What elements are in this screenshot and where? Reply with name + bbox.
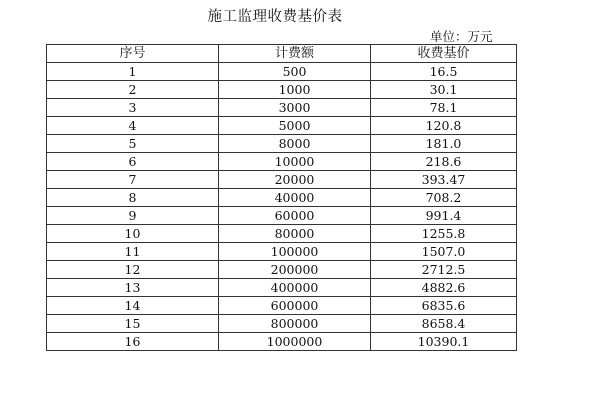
table-row	[47, 297, 517, 315]
table-row	[47, 81, 517, 99]
table-row	[47, 189, 517, 207]
cell-index: 9	[47, 207, 219, 225]
cell-base-fee: 708.2	[371, 189, 517, 207]
cell-index: 6	[47, 153, 219, 171]
cell-index: 4	[47, 117, 219, 135]
cell-base-fee: 2712.5	[371, 261, 517, 279]
cell-index: 15	[47, 315, 219, 333]
cell-index: 16	[47, 333, 219, 351]
cell-base-fee: 1507.0	[371, 243, 517, 261]
cell-fee-amount: 20000	[219, 171, 371, 189]
cell-fee-amount: 100000	[219, 243, 371, 261]
header-row	[47, 45, 517, 63]
table-row	[47, 171, 517, 189]
cell-index: 1	[47, 63, 219, 81]
cell-base-fee: 218.6	[371, 153, 517, 171]
cell-base-fee: 120.8	[371, 117, 517, 135]
cell-base-fee: 393.47	[371, 171, 517, 189]
table-row	[47, 333, 517, 351]
cell-index: 5	[47, 135, 219, 153]
table-row	[47, 99, 517, 117]
unit-label: 单位：万元	[430, 29, 493, 44]
cell-base-fee: 10390.1	[371, 333, 517, 351]
cell-index: 7	[47, 171, 219, 189]
cell-index: 3	[47, 99, 219, 117]
cell-index: 14	[47, 297, 219, 315]
document-title: 施工监理收费基价表	[207, 9, 343, 25]
cell-base-fee: 30.1	[371, 81, 517, 99]
table-row	[47, 63, 517, 81]
table-row	[47, 207, 517, 225]
cell-index: 2	[47, 81, 219, 99]
table-row	[47, 315, 517, 333]
cell-base-fee: 1255.8	[371, 225, 517, 243]
table-row	[47, 243, 517, 261]
header-index: 序号	[47, 45, 219, 63]
table-row	[47, 279, 517, 297]
cell-base-fee: 8658.4	[371, 315, 517, 333]
cell-base-fee: 181.0	[371, 135, 517, 153]
table-row	[47, 225, 517, 243]
cell-fee-amount: 400000	[219, 279, 371, 297]
cell-index: 12	[47, 261, 219, 279]
cell-fee-amount: 1000000	[219, 333, 371, 351]
cell-index: 11	[47, 243, 219, 261]
cell-fee-amount: 5000	[219, 117, 371, 135]
cell-fee-amount: 200000	[219, 261, 371, 279]
table-row	[47, 261, 517, 279]
cell-fee-amount: 1000	[219, 81, 371, 99]
cell-base-fee: 16.5	[371, 63, 517, 81]
cell-base-fee: 4882.6	[371, 279, 517, 297]
header-fee-amount: 计费额	[219, 45, 371, 63]
cell-fee-amount: 600000	[219, 297, 371, 315]
table-body	[47, 63, 517, 351]
cell-base-fee: 6835.6	[371, 297, 517, 315]
cell-fee-amount: 60000	[219, 207, 371, 225]
cell-fee-amount: 800000	[219, 315, 371, 333]
table-row	[47, 117, 517, 135]
cell-fee-amount: 3000	[219, 99, 371, 117]
cell-fee-amount: 500	[219, 63, 371, 81]
cell-fee-amount: 80000	[219, 225, 371, 243]
cell-fee-amount: 40000	[219, 189, 371, 207]
cell-index: 8	[47, 189, 219, 207]
cell-index: 13	[47, 279, 219, 297]
table-row	[47, 153, 517, 171]
fee-base-table	[46, 44, 517, 351]
table-row	[47, 135, 517, 153]
cell-base-fee: 991.4	[371, 207, 517, 225]
cell-fee-amount: 10000	[219, 153, 371, 171]
cell-base-fee: 78.1	[371, 99, 517, 117]
header-base-fee: 收费基价	[371, 45, 517, 63]
table-header	[47, 45, 517, 63]
cell-fee-amount: 8000	[219, 135, 371, 153]
cell-index: 10	[47, 225, 219, 243]
